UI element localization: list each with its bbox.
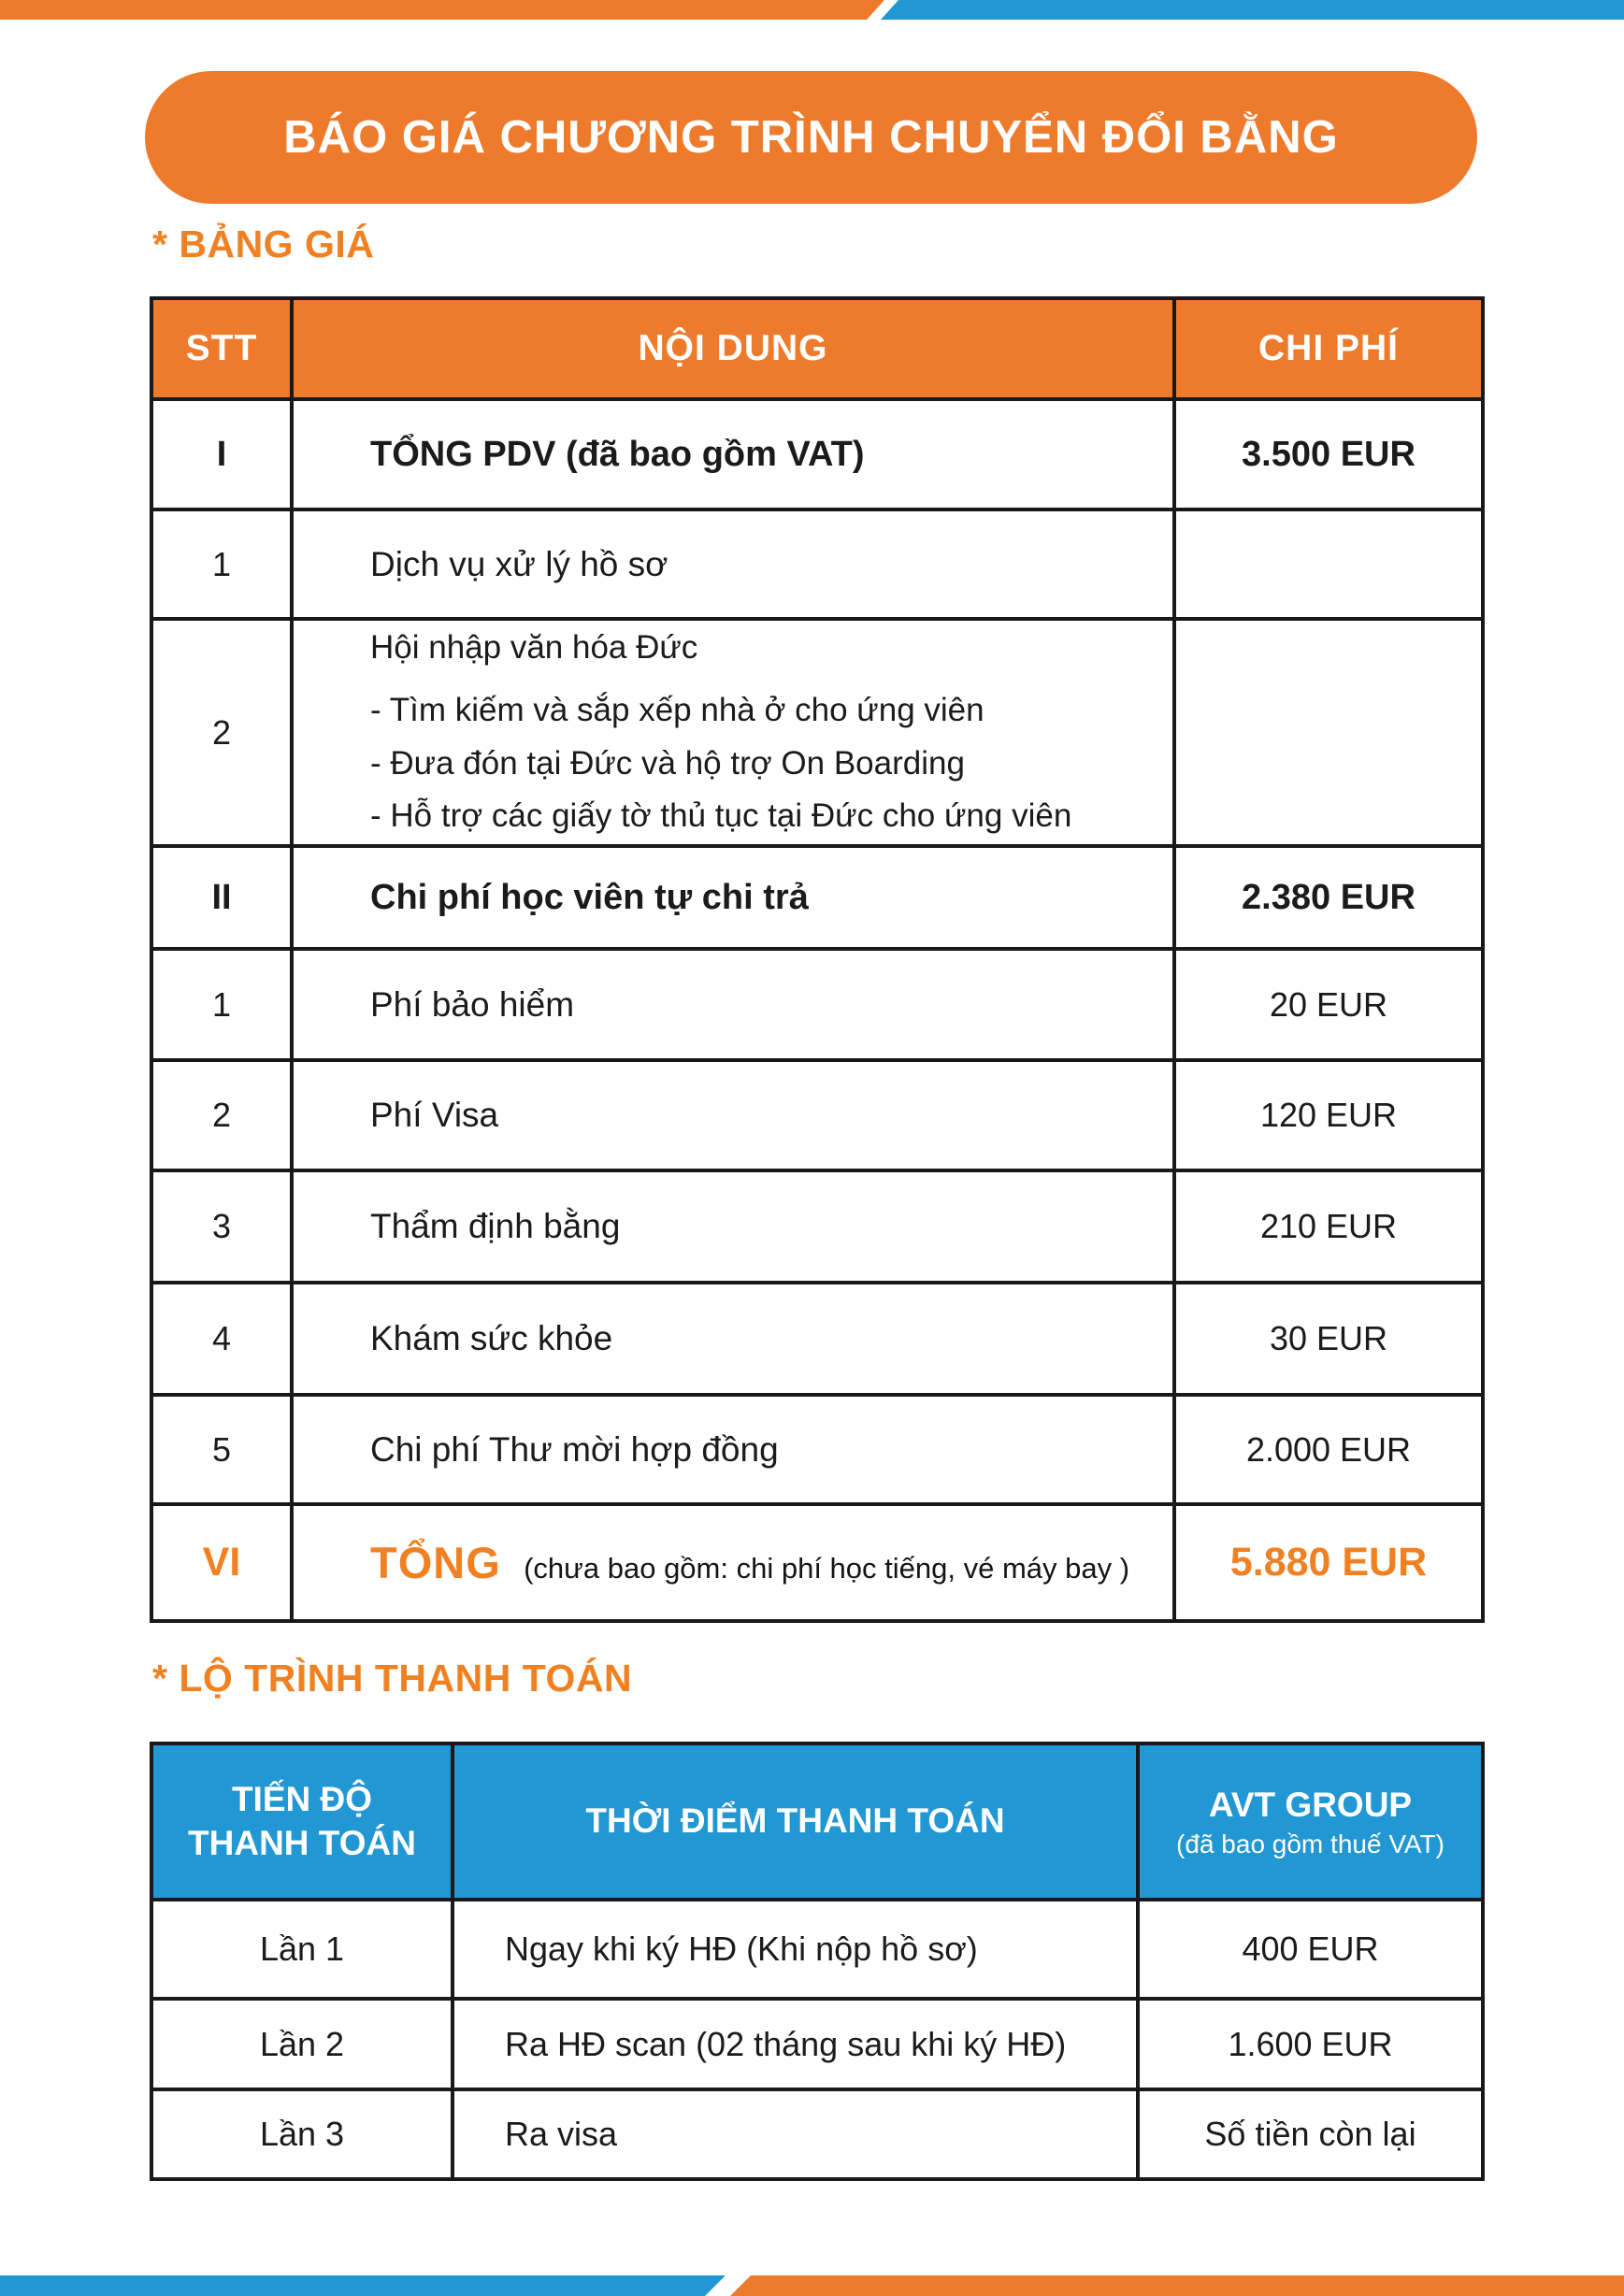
row-stt: VI bbox=[151, 1504, 292, 1621]
row-stt: I bbox=[151, 399, 292, 509]
row-stt: 2 bbox=[151, 1060, 292, 1170]
row-cost: 5.880 EUR bbox=[1174, 1504, 1483, 1621]
row-content bbox=[292, 619, 1174, 846]
payment-stage: Lần 3 bbox=[151, 2089, 453, 2179]
row-content-bullet: - Đưa đón tại Đức và hộ trợ On Boarding bbox=[370, 744, 965, 782]
payment-amount: 1.600 EUR bbox=[1138, 1999, 1483, 2089]
row-cost bbox=[1174, 509, 1483, 619]
total-row bbox=[151, 1504, 1483, 1621]
price-header-cost: CHI PHÍ bbox=[1174, 298, 1483, 399]
row-content bbox=[292, 1504, 1174, 1621]
row-stt: 4 bbox=[151, 1283, 292, 1395]
table-row bbox=[151, 1170, 1483, 1283]
payment-stage: Lần 2 bbox=[151, 1999, 453, 2089]
payment-header-progress-line2: THANH TOÁN bbox=[188, 1823, 416, 1862]
payment-stage: Lần 1 bbox=[151, 1900, 453, 1999]
payment-header-time: THỜI ĐIỂM THANH TOÁN bbox=[453, 1744, 1138, 1900]
row-stt: 2 bbox=[151, 619, 292, 846]
row-content: Chi phí Thư mời hợp đồng bbox=[292, 1395, 1174, 1504]
price-section-heading: * BẢNG GIÁ bbox=[152, 222, 375, 265]
price-table bbox=[150, 296, 1485, 1623]
table-row bbox=[151, 1395, 1483, 1504]
row-content: Thẩm định bằng bbox=[292, 1170, 1174, 1283]
table-row bbox=[151, 846, 1483, 949]
row-content-bullet: - Tìm kiếm và sắp xếp nhà ở cho ứng viên bbox=[370, 691, 984, 728]
total-label: TỔNG bbox=[370, 1538, 501, 1587]
row-stt: 3 bbox=[151, 1170, 292, 1283]
row-content: Phí Visa bbox=[292, 1060, 1174, 1170]
price-header-stt: STT bbox=[151, 298, 292, 399]
row-content: Chi phí học viên tự chi trả bbox=[292, 846, 1174, 949]
row-content-bullet: - Hỗ trợ các giấy tờ thủ tục tại Đức cho ứng viên bbox=[370, 797, 1072, 835]
payment-table-header-row bbox=[151, 1744, 1483, 1900]
row-stt: 1 bbox=[151, 509, 292, 619]
row-cost: 3.500 EUR bbox=[1174, 399, 1483, 509]
payment-header-group bbox=[1138, 1744, 1483, 1900]
payment-amount: 400 EUR bbox=[1138, 1900, 1483, 1999]
row-content: TỔNG PDV (đã bao gồm VAT) bbox=[292, 399, 1174, 509]
top-decorative-bar bbox=[0, 0, 1624, 20]
row-content: Phí bảo hiểm bbox=[292, 949, 1174, 1060]
payment-time: Ngay khi ký HĐ (Khi nộp hồ sơ) bbox=[453, 1900, 1138, 1999]
row-cost: 120 EUR bbox=[1174, 1060, 1483, 1170]
row-stt: 1 bbox=[151, 949, 292, 1060]
payment-time: Ra visa bbox=[453, 2089, 1138, 2179]
table-row bbox=[151, 1999, 1483, 2089]
total-note: (chưa bao gồm: chi phí học tiếng, vé máy bay ) bbox=[524, 1552, 1130, 1585]
row-stt: 5 bbox=[151, 1395, 292, 1504]
payment-section-heading: * LỘ TRÌNH THANH TOÁN bbox=[152, 1657, 633, 1700]
payment-table bbox=[150, 1742, 1485, 2181]
page-title: BÁO GIÁ CHƯƠNG TRÌNH CHUYỂN ĐỔI BẰNG bbox=[283, 112, 1339, 163]
row-content-main: Hội nhập văn hóa Đức bbox=[370, 629, 698, 667]
row-content: Khám sức khỏe bbox=[292, 1283, 1174, 1395]
payment-header-progress bbox=[151, 1744, 453, 1900]
table-row bbox=[151, 1283, 1483, 1395]
row-cost: 2.380 EUR bbox=[1174, 846, 1483, 949]
row-cost bbox=[1174, 619, 1483, 846]
payment-header-group-name: AVT GROUP bbox=[1208, 1785, 1413, 1824]
payment-header-group-sub: (đã bao gồm thuế VAT) bbox=[1176, 1830, 1444, 1859]
row-cost: 30 EUR bbox=[1174, 1283, 1483, 1395]
table-row bbox=[151, 619, 1483, 846]
price-header-content: NỘI DUNG bbox=[292, 298, 1174, 399]
payment-header-progress-line1: TIẾN ĐỘ bbox=[231, 1780, 373, 1819]
table-row bbox=[151, 949, 1483, 1060]
bottom-decorative-bar bbox=[0, 2275, 1624, 2296]
row-stt: II bbox=[151, 846, 292, 949]
price-table-header-row bbox=[151, 298, 1483, 399]
title-banner bbox=[145, 71, 1477, 204]
table-row bbox=[151, 399, 1483, 509]
row-cost: 210 EUR bbox=[1174, 1170, 1483, 1283]
payment-amount: Số tiền còn lại bbox=[1138, 2089, 1483, 2179]
payment-time: Ra HĐ scan (02 tháng sau khi ký HĐ) bbox=[453, 1999, 1138, 2089]
row-content: Dịch vụ xử lý hồ sơ bbox=[292, 509, 1174, 619]
table-row bbox=[151, 509, 1483, 619]
row-cost: 2.000 EUR bbox=[1174, 1395, 1483, 1504]
row-cost: 20 EUR bbox=[1174, 949, 1483, 1060]
table-row bbox=[151, 1060, 1483, 1170]
table-row bbox=[151, 2089, 1483, 2179]
table-row bbox=[151, 1900, 1483, 1999]
